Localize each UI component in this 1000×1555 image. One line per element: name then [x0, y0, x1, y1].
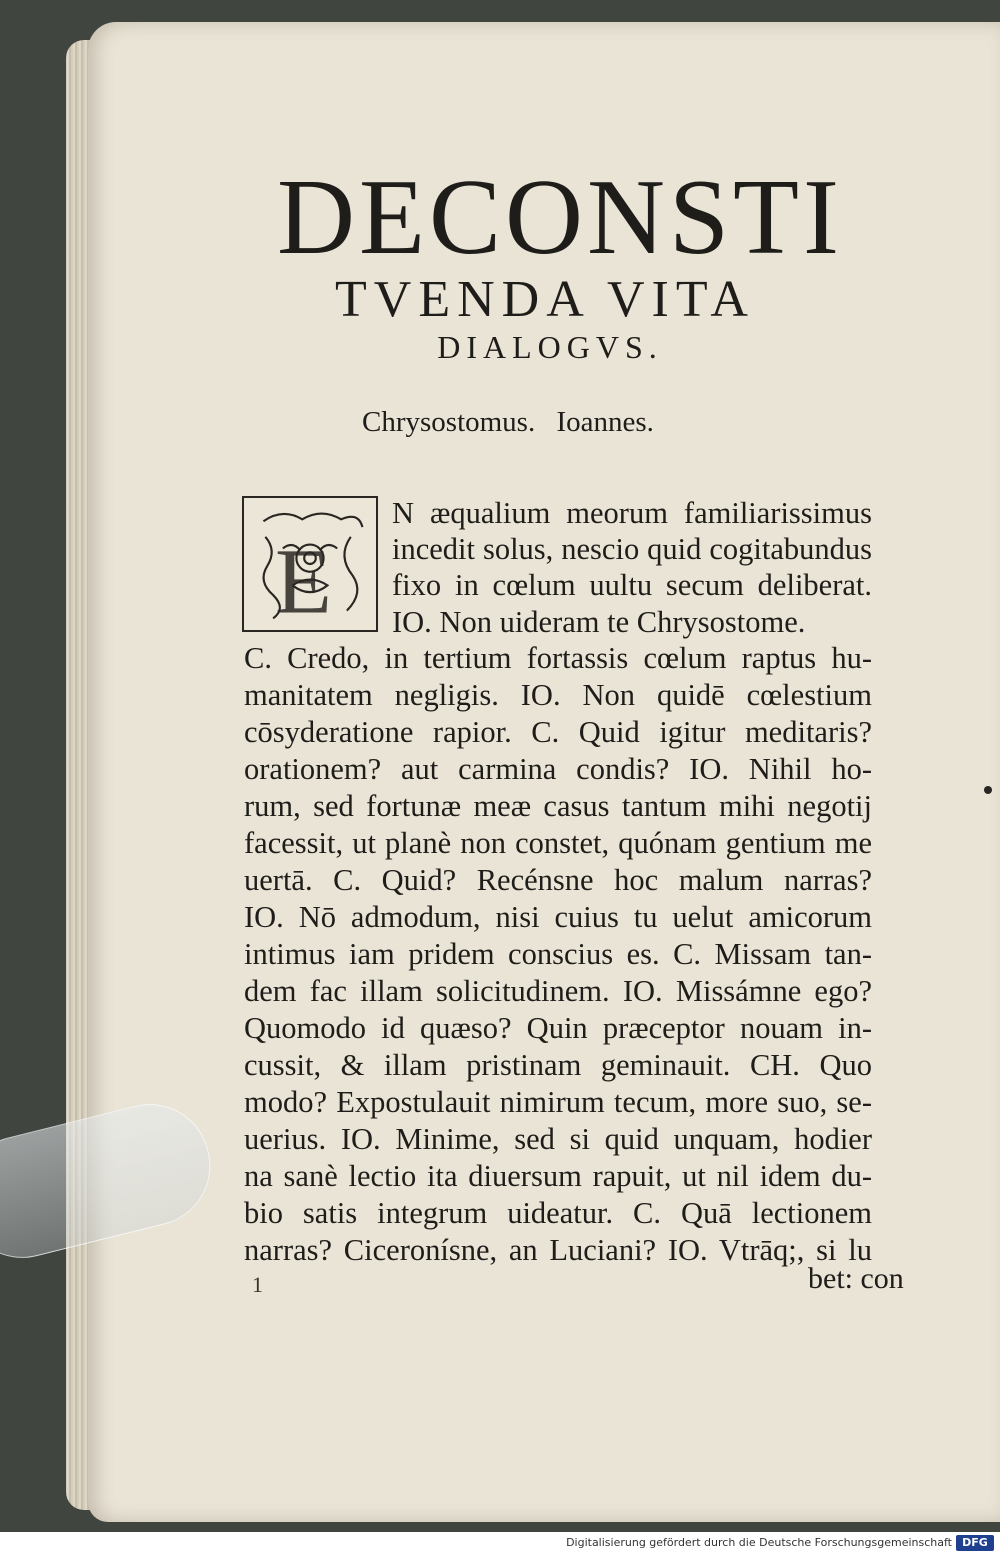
text-line-1: N æqualium meorum familiarissimus: [392, 496, 872, 530]
text-line-16: cussit, & illam pristinam geminauit. CH. Quo: [244, 1048, 872, 1082]
dfg-logo: DFG: [956, 1535, 994, 1551]
text-line-20: bio satis integrum uideatur. C. Quā lectionem: [244, 1196, 872, 1230]
text-line-6: manitatem negligis. IO. Non quidē cœlestium: [244, 678, 872, 712]
ornament-icon: [244, 498, 376, 630]
svg-text:E: E: [275, 530, 332, 630]
text-line-13: intimus iam pridem conscius es. C. Missam tan-: [244, 937, 872, 971]
title-line-2: TVENDA VITA: [335, 271, 755, 328]
text-line-8: orationem? aut carmina condis? IO. Nihil ho-: [244, 752, 872, 786]
text-line-2: incedit solus, nescio quid cogitabundus: [392, 532, 872, 566]
footer-credit: Digitalisierung gefördert durch die Deutsche Forschungsgemeinschaft: [566, 1536, 952, 1549]
page-mark: 1: [252, 1272, 263, 1297]
margin-mark: [984, 786, 992, 794]
text-line-10: facessit, ut planè non constet, quónam gentium me: [244, 826, 872, 860]
text-line-18: uerius. IO. Minime, sed si quid unquam, hodier: [244, 1122, 872, 1156]
text-line-15: Quomodo id quæso? Quin præceptor nouam in-: [244, 1011, 872, 1045]
text-line-21: narras? Ciceronísne, an Luciani? IO. Vtrāq;, si lu: [244, 1233, 872, 1267]
text-line-7: cōsyderatione rapior. C. Quid igitur meditaris?: [244, 715, 872, 749]
text-line-14: dem fac illam solicitudinem. IO. Missámne ego?: [244, 974, 872, 1008]
text-line-17: modo? Expostulauit nimirum tecum, more suo, se-: [244, 1085, 872, 1119]
title-line-1: DECONSTI: [277, 158, 843, 277]
footer-bar: [0, 1532, 1000, 1555]
title-line-3: DIALOGVS.: [437, 329, 663, 365]
text-line-4: IO. Non uideram te Chrysostome.: [392, 605, 806, 639]
decorated-initial: [242, 496, 378, 632]
text-line-9: rum, sed fortunæ meæ casus tantum mihi negotij: [244, 789, 872, 823]
text-line-3: fixo in cœlum uultu secum deliberat.: [392, 568, 872, 602]
text-line-5: C. Credo, in tertium fortassis cœlum raptus hu-: [244, 641, 872, 675]
speakers-heading: Chrysostomus. Ioannes.: [362, 406, 654, 438]
text-line-19: na sanè lectio ita diuersum rapuit, ut nil idem du-: [244, 1159, 872, 1193]
text-line-12: IO. Nō admodum, nisi cuius tu uelut amicorum: [244, 900, 872, 934]
catchword: bet: con: [808, 1262, 904, 1295]
text-line-11: uertā. C. Quid? Recénsne hoc malum narras?: [244, 863, 872, 897]
